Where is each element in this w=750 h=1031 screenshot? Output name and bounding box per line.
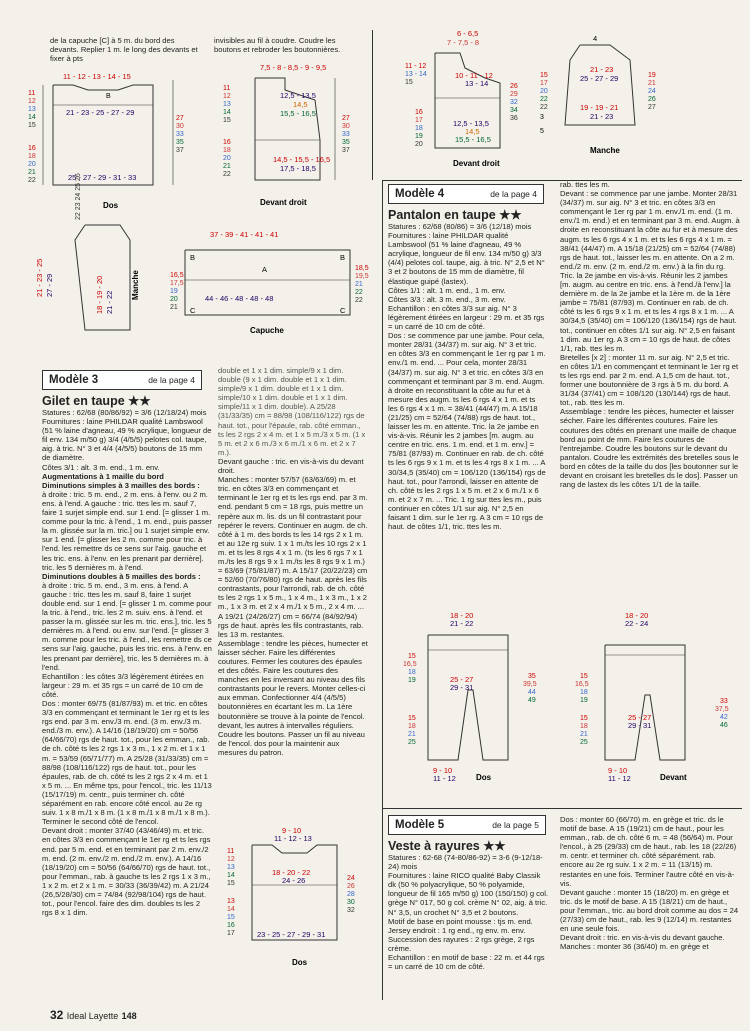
modele5-jersey: Jersey endroit : 1 rg end., rg env. m. env. [388,925,526,935]
svg-text:21: 21 [648,80,656,87]
svg-text:20: 20 [415,141,423,148]
svg-text:22: 22 [223,171,231,178]
svg-text:18 - 20: 18 - 20 [450,611,474,620]
svg-text:24: 24 [648,88,656,95]
modele3-echantillon: Echantillon : les côtes 3/3 légèrement étirées en largeur : 29 m. et 35 rgs = un carré de 10 cm de côté. [42,671,204,699]
modele5-motif: Motif de base en point mousse : tjs m. end. [388,916,533,926]
svg-text:12: 12 [28,98,36,105]
svg-text:21: 21 [580,731,588,738]
svg-text:22: 22 [355,289,363,296]
modele5-fournitures: Fournitures : laine RICO qualité Baby Classik dk (50 % polyacrylique, 50 % polyamide, longueur de fil 165 m/50 g) 100 (150/150) g col. grège N° 017, 50 g col. crème N° 02, aig. à tric. N° 3,5, un crochet N° 3,5 et 2 boutons. [388,871,548,917]
svg-text:26: 26 [347,883,355,890]
svg-text:22: 22 [28,177,36,184]
svg-text:17,5 - 18,5: 17,5 - 18,5 [280,164,316,173]
modele3-title-label: Modèle 3 [49,374,99,386]
svg-text:11: 11 [28,90,36,97]
pants-devant-label: Devant [660,773,687,782]
divider-top-vertical [372,30,373,180]
diagram-dos-top [28,70,193,210]
modele3-manches: Manches : monter 57/57 (63/63/69) m. et tric. en côtes 3/3 en commençant et terminant le 1er rg et ts les rgs end. par 3 m. end. pendant 5 cm = 18 rgs, puis mettre un repère aux m. lis. ds un fil contrastant pour repérer le revers. Continuer en augm. de ch. côté à 1 m. des bords ts les 14 rgs 2 x 1 m. et au 12e rg suiv. 1 x 1 m./ts les 10 rgs 2 x 1 m. et ts les 8 rgs 4 x 1 m. (ts les 6 rgs 7 x 1 m./ts les 8 rgs 9 x 1 m./ts les 8 rgs 9 x 1 m.) = 63/69 (75/81/87) m. A 15/17 (20/22/23) cm = 52/60 (70/76/80) rgs de haut. après les fils contrastants, pour l'arrondi, rab. de ch. côté ts les 2 rgs 1 x 5 m., 1 x 4 m., 1 x 3 m., 1 x 2 m., 1 x 3 m. et 2 x 4 m./1 x 5 m., 2 x 4 m. ... A 19/21 (24/26/27) cm = 66/74 (84/92/94) rgs de haut. après les fils contrastants, rab. les 13 m. restantes. [218,475,368,639]
svg-text:18: 18 [408,723,416,730]
svg-text:34: 34 [510,107,518,114]
svg-text:9 - 10: 9 - 10 [608,766,628,775]
svg-text:26: 26 [648,96,656,103]
dos-top-b: B [106,93,111,100]
svg-text:39,5: 39,5 [523,681,537,688]
capuche-label: Capuche [250,326,284,335]
dos-top-label: Dos [103,201,119,210]
svg-text:21 - 22: 21 - 22 [450,619,474,628]
svg-text:9 - 10: 9 - 10 [433,766,453,775]
modele3-fournitures: Fournitures : laine PHILDAR qualité Lambswool (51 % laine d'agneau, 49 % acrylique, longueur de fil env. 134 m/50 g) 3/4 (4/5/5) pelotes col. taupe, aig. à tric. N° 3 et 4/4 (4/5/5) boutons de 15 mm de diamètre. [42,417,212,463]
pants-dos-label: Dos [476,773,492,782]
modele5-devant-droit: Devant droit : tric. en vis-à-vis du devant gauche. [560,933,725,943]
svg-text:15: 15 [408,653,416,660]
diagram-manche-right [535,35,665,165]
svg-text:18,5: 18,5 [355,265,369,272]
modele4-col2-cont: rab. ttes les m. [560,180,610,189]
dos-small-label: Dos [292,958,308,967]
svg-text:30: 30 [176,123,184,130]
modele5-dos: Dos : monter 60 (66/70) m. en grège et tric. ds le motif de base. A 15 (19/21) cm de haut., pour les emman., rab. de ch. côté 6 m. = 48 (56/64) m. Pour l'encol., à 25 (29/33) cm de haut., rab. les 18 (22/26) m. centr. et terminer ch. côté séparément. rab. encore au 2e rg suiv. 1 x 2 m. = 11 (13/15) m. restantes en une fois. Terminer l'autre côté en vis-à-vis. [560,815,737,888]
svg-text:13: 13 [223,101,231,108]
intro-left: de la capuche [C] à 5 m. du bord des devants. Replier 1 m. le long des devants et fixer à pts [50,36,198,64]
svg-text:20: 20 [223,155,231,162]
modele5-statures: Statures : 62-68 (74-80/86-92) = 3-6 (9-12/18-24) mois [388,853,543,872]
svg-text:5: 5 [540,128,544,135]
svg-text:35: 35 [176,139,184,146]
svg-text:25 - 27: 25 - 27 [628,713,652,722]
modele3-col1 [42,393,212,917]
modele3-col2-cont: double et 1 x 1 dim. simple/9 x 1 dim. double (9 x 1 dim. double et 1 x 1 dim. simple/9 x 1 dim. double et 1 x 1 dim. simple/10 x 1 dim. double et 1 x 1 dim. simple/11 x 1 dim. double). A 25/28 (31/33/35) cm = 88/98 (108/116/122) rgs de haut. tot., pour l'épaule, rab. côté emman., ts les 2 rgs 2 x 4 m. et 1 x 5 m./3 x 5 m. (1 x 5 m. et 2 x 6 m./3 x 6 m./1 x 6 m. et 2 x 7 m.). [218,366,366,457]
svg-text:22 - 24: 22 - 24 [625,619,649,628]
svg-text:46: 46 [720,722,728,729]
svg-text:12: 12 [227,856,235,863]
page-number: 32 [50,1008,64,1022]
svg-text:29 - 31: 29 - 31 [450,683,474,692]
modele3-aug: Augmentations à 1 maille du bord [42,471,164,481]
diagram-devant-droit-top [215,60,365,210]
svg-text:21: 21 [28,169,36,176]
svg-text:18: 18 [415,125,423,132]
manche-right-label: Manche [590,146,620,155]
svg-text:25: 25 [580,739,588,746]
svg-text:21 - 22: 21 - 22 [105,290,114,314]
svg-text:16: 16 [227,922,235,929]
svg-text:32: 32 [347,907,355,914]
svg-text:Manche: Manche [131,270,140,300]
devant-droit-top-label: Devant droit [260,198,307,207]
svg-text:19 - 19 - 21: 19 - 19 - 21 [580,103,619,112]
modele4-cotes33: Côtes 3/3 : alt. 3 m. end., 3 m. env. [388,294,506,304]
svg-text:15: 15 [227,880,235,887]
divider-modele5 [382,808,742,809]
modele5-succession: Succession des rayures : 2 rgs grège, 2 rgs crème. [388,934,535,953]
svg-text:42: 42 [720,714,728,721]
svg-text:B: B [190,253,196,262]
svg-text:21: 21 [355,281,363,288]
svg-text:B: B [340,253,346,262]
modele4-col1 [388,207,546,531]
svg-text:20: 20 [540,88,548,95]
modele3-assemblage: Assemblage : tendre les pièces, humecter et laisser sécher. Faire les différentes coutures. Fermer les coutures des épaules et des côtés. Faire les coutures des manches en les inversant au niveau des fils contrastants pour le revers. Monter celles-ci aux emman. Confectionner 4/4 (4/5/5) boutonnières en écartant les m. La 1ère boutonnière se trouve à la pointe de l'encol. devant, les autres à intervalles réguliers. Coudre les boutons. Passer un fil au niveau de l'encol. dos pour la maintenir aux mesures du patron. [218,638,368,757]
modele4-title-label: Modèle 4 [395,188,445,200]
svg-text:19: 19 [648,72,656,79]
svg-text:16,5: 16,5 [170,272,184,279]
svg-text:13 - 14: 13 - 14 [465,79,489,88]
modele3-statures: Statures : 62/68 (80/86/92) = 3/6 (12/18/24) mois [42,408,207,417]
modele3-header [42,370,202,390]
modele5-devant-gauche: Devant gauche : monter 15 (18/20) m. en grège et tric. ds le motif de base. A 15 (18/21) cm de haut., pour l'emman., tric. au bord droit comme au dos = 24 (27/33) cm de haut., rab. les 9 (12/14) m. restantes en une seule fois. [560,887,739,934]
svg-text:25: 25 [408,739,416,746]
magazine-name: Ideal Layette [66,1011,119,1021]
pantalon-devant-droit-label: Devant droit [453,159,500,168]
modele5-garment-title: Veste à rayures ★★ [388,839,506,853]
svg-text:19: 19 [580,697,588,704]
diagram-dos-small [222,825,372,970]
svg-text:44: 44 [528,689,536,696]
modele5-manches: Manches : monter 36 (36/40) m. en grège et [560,942,709,952]
svg-text:18: 18 [223,147,231,154]
svg-text:24 - 26: 24 - 26 [282,876,306,885]
svg-text:33: 33 [176,131,184,138]
svg-text:25 - 27: 25 - 27 [450,675,474,684]
issue-number: 148 [121,1011,137,1021]
svg-text:29: 29 [510,91,518,98]
svg-text:22: 22 [355,297,363,304]
svg-text:21: 21 [223,163,231,170]
svg-text:15: 15 [28,122,36,129]
modele3-dim-doubles: Diminutions doubles à 5 mailles des bords : [42,571,201,581]
page-footer [50,1008,137,1022]
svg-text:14,5 - 15,5 - 16,5: 14,5 - 15,5 - 16,5 [273,155,331,164]
svg-text:14: 14 [223,109,231,116]
svg-text:19: 19 [408,677,416,684]
svg-text:49: 49 [528,697,536,704]
svg-text:4: 4 [593,34,598,43]
svg-text:29 - 31: 29 - 31 [628,721,652,730]
svg-text:21 - 23: 21 - 23 [590,65,614,74]
svg-text:21: 21 [170,304,178,311]
intro-right: invisibles au fil à coudre. Coudre les boutons et rebroder les boutonnières. [214,36,341,55]
modele5-title-label: Modèle 5 [395,819,445,831]
svg-text:37: 37 [342,147,350,154]
svg-text:26: 26 [510,83,518,90]
svg-text:11 - 12: 11 - 12 [608,774,631,783]
svg-text:27: 27 [648,104,656,111]
svg-text:30: 30 [347,899,355,906]
svg-text:18: 18 [580,723,588,730]
svg-text:16: 16 [28,145,36,152]
svg-text:C: C [340,306,346,315]
svg-text:7 - 7,5 - 8: 7 - 7,5 - 8 [447,38,480,47]
svg-text:27: 27 [176,115,184,122]
svg-text:20: 20 [170,296,178,303]
modele4-echantillon: Echantillon : en côtes 3/3 sur aig. N° 3 légèrement étirées en largeur : 29 m. et 35 rgs = un carré de 10 cm de côté. [388,303,545,332]
modele3-col2 [218,366,368,757]
svg-text:16,5: 16,5 [403,661,417,668]
modele4-bretelles: Bretelles [x 2] : monter 11 m. sur aig. N° 2,5 et tric. en côtes 1/1 en commençant et terminant le 1er rg et ts les rgs end. par 2 m. end. A 1,5 cm de haut. tot., former une boutonnière de 3 rgs à 5 m. du bord. A 31/34 (37/41) cm = 108/120 (130/144) rgs de haut. tot., rab. ttes les m. [560,352,739,408]
svg-text:28: 28 [347,891,355,898]
modele3-garment-title: Gilet en taupe ★★ [42,394,151,408]
modele5-page-ref: de la page 5 [492,820,539,830]
svg-text:9 - 10: 9 - 10 [282,826,302,835]
svg-text:35: 35 [528,673,536,680]
modele4-fournitures: Fournitures : laine PHILDAR qualité Lambswool (51 % laine d'agneau, 49 % acrylique, longueur de fil env. 134 m/50 g) 3/3 (4/4) pelotes col. taupe, aig. à tric. N° 2,5 et N° 3 et 2 boutons de 15 mm de diamètre, fil élastique guipé (lastex). [388,231,545,286]
svg-text:14,5: 14,5 [293,100,308,109]
svg-text:15: 15 [580,715,588,722]
svg-text:18 - 19 - 20: 18 - 19 - 20 [95,275,104,314]
svg-text:12,5 - 13,5: 12,5 - 13,5 [280,91,316,100]
svg-text:18: 18 [580,689,588,696]
modele3-cotes: Côtes 3/1 : alt. 3 m. end., 1 m. env. [42,462,160,472]
diagram-devant-droit-right [405,28,535,173]
svg-text:37 - 39 - 41 - 41 - 41: 37 - 39 - 41 - 41 - 41 [210,230,279,239]
modele3-dos: Dos : monter 69/75 (81/87/93) m. et tric. en côtes 3/3 en commençant et terminant le 1er rg et ts les rgs end. par 3 m. env./3 m. end. (3 m. env./3 m. end./3 m. env.). A 14/16 (18/19/20) cm = 50/56 (64/66/70) rgs de haut. tot., pour les emman., rab. de ch. côté ts les 2 rgs 1 x 3 m., 1 x 2 m. et 1 x 1 m. = 53/59 (65/71/77) m. A 25/28 (31/33/35) cm = 88/98 (108/116/122) rgs de haut. tot., pour les épaules, rab. de ch. côté ts les 2 rgs 2 x 4 m. et 1 x 5 m. ... En même tps, pour l'encol., tric. les 11/13 (15/17/19) m. centr., puis terminer ch. côté séparément en rab. encore côté encol. au 2e rg suiv. 1 x 8 m./1 x 8 m. (1 x 8 m./1 x 8 m./1 x 8 m.). Terminer le second côté de l'encol. [42,699,212,827]
svg-text:18 - 20: 18 - 20 [625,611,649,620]
svg-text:15: 15 [408,715,416,722]
modele4-statures: Statures : 62/68 (80/86) = 3/6 (12/18) mois [388,222,532,231]
svg-text:15: 15 [580,673,588,680]
svg-text:15: 15 [227,914,235,921]
svg-text:A: A [262,265,268,274]
svg-text:14: 14 [28,114,36,121]
svg-text:13: 13 [28,106,36,113]
dos-top-width: 11 - 12 - 13 - 14 - 15 [63,72,131,81]
svg-text:6 - 6,5: 6 - 6,5 [457,29,479,38]
svg-text:15: 15 [223,117,231,124]
svg-text:21: 21 [408,731,416,738]
modele4-assemblage: Assemblage : tendre les pièces, humecter et laisser sécher. Faire les différentes coutures. Faire les coutures des côtés en prenant une maille de chaque bord au point de mm. Faire les coutures de l'entrejambe. Coudre les boutons sur le devant du pantalon. Coudre les extrémités des bretelles sous le bord en côtes de la taille du dos [les boutonner sur le devant en croisant les bretelles ds le dos]. Passer un rang de lastex ds les côtes 1/1 de la taille. [560,407,739,490]
dos-top-bottom: 25 - 27 - 29 - 31 - 33 [68,173,137,182]
svg-text:22 23 24 25 26: 22 23 24 25 26 [75,173,82,220]
svg-text:14: 14 [227,906,235,913]
modele3-devant: Devant droit : monter 37/40 (43/46/49) m. et tric. en côtes 3/3 en commençant le 1er rg et ts les rgs end. par 5 m. end. et en terminant par 2 m. env./2 m. end. (2 m. env./2 m. end./2 m. env.). A 14/16 (18/19/20) cm = 50/56 (64/66/70) rgs de haut. tot., pour l'emman., rab. à gauche ts les 2 rgs 1 x 3 m., 1 x 2 m. et 2 x 1 m. = 30/33 (36/39/42) m. A 21/24 (26,5/28/30) cm = 74/84 (92/98/104) rgs de haut. tot., pour l'encol. faire des dim. doubles ts les 2 rgs 8 x 1 dim. [42,826,211,918]
svg-text:25 - 27 - 29: 25 - 27 - 29 [580,74,619,83]
svg-text:19: 19 [170,288,178,295]
modele3-page-ref: de la page 4 [148,375,195,385]
svg-text:18: 18 [408,669,416,676]
modele4-cotes11: Côtes 1/1 : alt. 1 m. end., 1 m. env. [388,285,506,295]
svg-text:19,5: 19,5 [355,273,369,280]
svg-text:30: 30 [342,123,350,130]
modele5-echantillon: Echantillon : en motif de base : 22 m. et 44 rgs = un carré de 10 cm de côté. [388,953,545,972]
svg-text:19: 19 [415,133,423,140]
svg-text:32: 32 [510,99,518,106]
svg-text:15,5 - 16,5: 15,5 - 16,5 [280,109,316,118]
svg-text:37,5: 37,5 [715,706,729,713]
svg-text:11 - 12: 11 - 12 [405,63,427,70]
svg-text:3: 3 [540,114,544,121]
svg-text:11 - 12 - 13: 11 - 12 - 13 [274,834,312,843]
svg-text:22: 22 [540,104,548,111]
svg-text:17: 17 [540,80,548,87]
modele3-devant-gauche: Devant gauche : tric. en vis-à-vis du devant droit. [218,456,364,476]
modele3-droite2: à droite : tric. 5 m. end., 3 m. ens. à l'end. A gauche : tric. ttes les m. sauf 8, faire 1 surjet double end. sur 1 end. [= glisser 1 m. comme pour la tric. à l'end., tric. les 2 m. suiv. ens. à l'end. et passer la m. glissée sur les m. tric. ens.], tric. les 5 dernières m. à l'end. ou env. sur l'end. [= glisser 3 m. comme pour les tric. à l'end., les remettre ds ce sens sur l'aig. gauche, puis les tric. ens. à l'env. en les prenant par derrière], tric. les 5 dernières m. à l'end. [42,580,212,672]
svg-text:C: C [190,306,196,315]
modele4-dos: Dos : se commence par une jambe. Pour cela, monter 28/31 (34/37) m. sur aig. N° 3 et tric. en côtes 3/3 en commençant le 1er rg par 1 m. env./1 m. end. ... Pour cela, monter 28/31 (34/37) m. sur aig. N° 3 et tric. en côtes 3/3 en commençant et terminant par 3 m. end. Augm. à droite en reconstituant la côte au fur et à mesure des augm. ts les 6 rgs 4 x 1 m. et ts les 6 rgs 4 x 1 m. = 38/41 (44/47) m. A 15/18 (21/25) cm = 52/64 (74/88) rgs de haut. tot., laisser les m. en attente. Tric. la 2e jambe en vis-à-vis. Réunir les 2 jambes [m. augm. au centre en tric. ens. 1 m. end. et 1 m. env.] = 75/81 (87/93) m. Continuer en rab. de ch. côté ts les 6 rgs 9 x 1 m. et ts les 4 rgs 8 x 1 m. ... A 30/34,5 (35/40) cm = 106/120 (136/154) rgs de haut. tot., pour l'arrondi, laisser en attente de ch. côté ts les 2 rgs 1 x 5 m. et 2 x 6 m./1 x 6 m. et 2 x 7 m. ... Tric. 1 rg sur ttes les m., puis continuer en côtes 1/1 sur aig. N° 2,5 en faisant 1 dim. sur le 1er rg. A 3 cm = 10 rgs de haut. de côtes 1/1, tric. ttes les m. [388,331,546,532]
dos-top-mid: 21 - 23 - 25 - 27 - 29 [66,108,135,117]
modele4-devant: Devant : se commence par une jambe. Monter 28/31 (34/37) m. sur aig. N° 3 et tric. en côtes 3/3 en commençant le 1er rg par 1 m. env./1 m. end. (1 m. env./1 m. end.) et en terminant par 3 m. end. Augm. à droite en reconstituant la côte au fur et à mesure des augm. ts les 6 rgs 4 x 1 m. et ts les 6 rgs 4 x 1 m. = 38/41 (44/47) m. A 15/18 (21/25) cm = 52/64 (74/88) rgs de haut. tot., laisser les m. en attente. On a 2 m. end./2 m. env. (2 m. end./2 m. env.) à la fin du rg. Tric. la 2e jambe en vis-à-vis. Réunir les 2 jambes [m. augm. au centre en tric. ens. à l'end./à l'env.] la dernière m. de la 2e jambe et la 1ère m. de la 1ère jambe = 75/81 (87/93) m. Continuer en rab. de ch. côté ts les 6 rgs 9 x 1 m. et ts les 4 rgs 8 x 1 m. ... A 30/34,5 (35/40) cm = 106/120 (136/154) rgs de haut. tot., continuer en côtes 1/1 sur aig. N° 2,5 en faisant 1 dim. au 1er rg. A 3 cm = 10 rgs de haut. de côtes 1/1, rab. ttes les m. [560,189,740,353]
modele4-header [388,184,544,204]
svg-text:22: 22 [540,96,548,103]
svg-text:37: 37 [176,147,184,154]
svg-text:44 - 46 - 48 - 48 - 48: 44 - 46 - 48 - 48 - 48 [205,294,274,303]
svg-text:15: 15 [540,72,548,79]
modele5-col2 [560,815,740,951]
svg-text:12: 12 [223,93,231,100]
modele4-page-ref: de la page 4 [490,189,537,199]
modele5-col1 [388,838,548,971]
svg-text:33: 33 [342,131,350,138]
svg-text:12,5 - 13,5: 12,5 - 13,5 [453,119,489,128]
svg-text:7,5 - 8 - 8,5 - 9 - 9,5: 7,5 - 8 - 8,5 - 9 - 9,5 [260,63,327,72]
svg-text:11: 11 [227,848,235,855]
svg-text:10 - 11 - 12: 10 - 11 - 12 [455,71,493,80]
svg-text:11: 11 [223,85,231,92]
svg-text:33: 33 [720,698,728,705]
svg-text:21 - 23: 21 - 23 [590,112,614,121]
svg-text:24: 24 [347,875,355,882]
svg-text:13: 13 [227,864,235,871]
modele5-header [388,815,546,835]
svg-text:14,5: 14,5 [465,127,480,136]
svg-text:13 - 14: 13 - 14 [405,71,427,78]
svg-text:18 - 20 - 22: 18 - 20 - 22 [272,868,311,877]
svg-text:36: 36 [510,115,518,122]
modele4-col2 [560,180,740,489]
svg-text:20: 20 [28,161,36,168]
diagram-pants-dos [388,610,553,795]
svg-text:23 - 25 - 27 - 29 - 31: 23 - 25 - 27 - 29 - 31 [257,930,326,939]
modele4-garment-title: Pantalon en taupe ★★ [388,208,522,222]
svg-text:21 - 23 - 25: 21 - 23 - 25 [35,258,44,297]
modele3-dim-simple: Diminutions simples à 3 mailles des bords : [42,480,200,490]
svg-text:18: 18 [28,153,36,160]
svg-text:16: 16 [223,139,231,146]
svg-text:16: 16 [415,109,423,116]
divider-mid-vertical [382,180,383,1000]
svg-text:16,5: 16,5 [575,681,589,688]
svg-text:27: 27 [342,115,350,122]
svg-text:14: 14 [227,872,235,879]
svg-text:11 - 12: 11 - 12 [433,774,456,783]
svg-text:35: 35 [342,139,350,146]
diagram-capuche [170,225,375,340]
svg-text:15: 15 [405,79,413,86]
diagram-pants-devant [560,610,740,795]
svg-text:17,5: 17,5 [170,280,184,287]
svg-text:17: 17 [227,930,235,937]
svg-text:27 - 29: 27 - 29 [45,273,54,297]
modele3-droite: à droite : tric. 5 m. end., 2 m. ens. à l'env. ou 2 m. ens. à l'end. A gauche : tric. ttes les m. sauf 7, faire 1 surjet simple end. sur 1 end. [= glisser 1 m. comme pour la tric. à l'end., 1 m. end., puis passer la m. glissée sur la m. tric.] ou 1 surjet simple env. sur 1 end. [= glisser les 2 m. comme pour tric. à l'end. les remettre ds ce sens sur l'aig. gauche et les tric. ens. à l'env. en les prenant par derrière]. tric. les 5 dernières m. à l'end. [42,489,212,572]
svg-text:15,5 - 16,5: 15,5 - 16,5 [455,135,491,144]
svg-text:13: 13 [227,898,235,905]
svg-text:17: 17 [415,117,423,124]
